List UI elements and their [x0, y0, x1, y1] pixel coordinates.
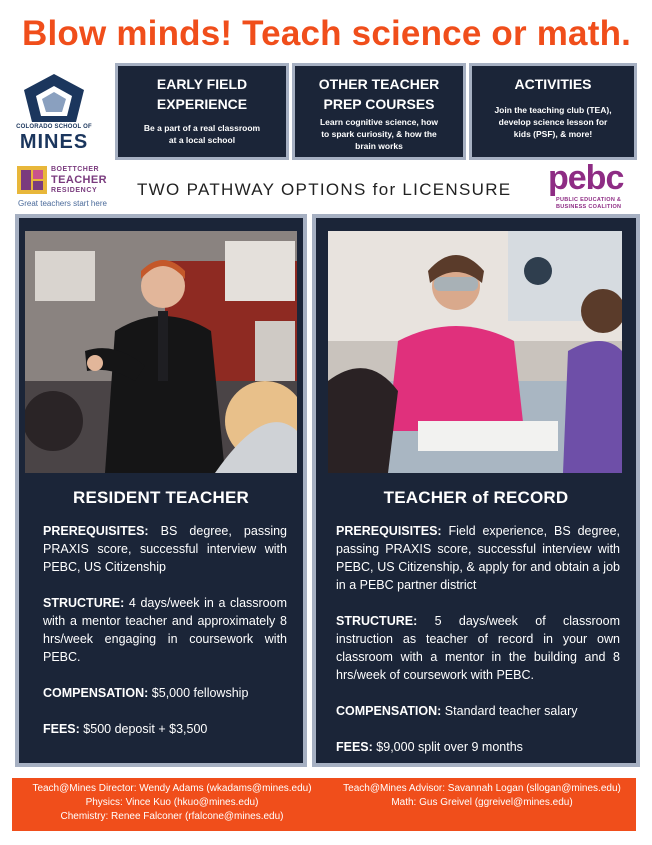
box-heading-line: PREP COURSES	[323, 96, 435, 112]
pebc-subtitle-line: BUSINESS COALITION	[556, 204, 622, 210]
boettcher-line-3: RESIDENCY	[51, 187, 98, 194]
box-heading-line: OTHER TEACHER	[318, 76, 440, 92]
fees-label: FEES:	[336, 740, 373, 754]
structure-text: 5 days/week of classroom instruction as teacher of record in your own classroom with a mentor in the building and 8 hrs/week of coursework with PEBC.	[336, 614, 620, 682]
compensation-label: COMPENSATION:	[43, 686, 149, 700]
box-heading-line: ACTIVITIES	[514, 76, 592, 92]
mines-logo	[14, 70, 104, 160]
box-description-line: Be a part of a real classroom	[143, 123, 261, 133]
box-heading-line: EXPERIENCE	[156, 96, 248, 112]
box-description-line: kids (PSF), & more!	[513, 129, 593, 139]
structure-label: STRUCTURE:	[336, 614, 418, 628]
structure-label: STRUCTURE:	[43, 596, 125, 610]
classroom-teacher-photo	[25, 231, 297, 473]
contact-chemistry: Chemistry: Renee Falconer (rfalcone@mines.edu)	[60, 811, 284, 822]
boettcher-mark-icon	[17, 166, 47, 194]
compensation-label: COMPENSATION:	[336, 704, 442, 718]
box-description-line: Learn cognitive science, how	[319, 117, 439, 127]
headline: Blow minds! Teach science or math.	[22, 14, 632, 53]
fees-text: $500 deposit + $3,500	[79, 722, 208, 736]
resident-teacher-panel	[15, 214, 307, 767]
compensation-text: $5,000 fellowship	[148, 686, 249, 700]
boettcher-logo	[15, 163, 127, 211]
mines-logo-subtitle: COLORADO SCHOOL OF	[16, 124, 92, 130]
fees-paragraph	[43, 720, 287, 738]
prerequisites-paragraph	[43, 522, 287, 576]
contact-director: Teach@Mines Director: Wendy Adams (wkadams@mines.edu)	[32, 783, 312, 794]
prerequisites-text: BS degree, passing PRAXIS score, successful interview with PEBC, US Citizenship	[43, 524, 287, 574]
mines-triangle-icon	[14, 70, 94, 126]
mines-logo-wordmark: MINES	[19, 131, 89, 153]
teacher-of-record-panel	[312, 214, 640, 767]
box-description-line: Join the teaching club (TEA),	[494, 105, 612, 115]
boettcher-line-2: TEACHER	[51, 174, 107, 186]
box-description-line: to spark curiosity, & how the	[321, 129, 437, 139]
boettcher-tagline: Great teachers start here	[18, 199, 107, 208]
box-description-line: at a local school	[168, 135, 236, 145]
other-teacher-prep-box	[292, 63, 466, 160]
contact-physics: Physics: Vince Kuo (hkuo@mines.edu)	[85, 797, 259, 808]
box-heading-line: EARLY FIELD	[156, 76, 248, 92]
pathway-title: TWO PATHWAY OPTIONS for LICENSURE	[137, 180, 512, 199]
fees-paragraph	[336, 738, 620, 756]
prerequisites-label: PREREQUISITES:	[43, 524, 149, 538]
structure-paragraph	[43, 594, 287, 666]
pebc-subtitle-line: PUBLIC EDUCATION &	[556, 197, 622, 203]
contact-footer	[12, 778, 636, 831]
prerequisites-paragraph	[336, 522, 620, 594]
structure-paragraph	[336, 612, 620, 684]
contact-math: Math: Gus Greivel (ggreivel@mines.edu)	[391, 797, 573, 808]
pebc-wordmark: pebc	[548, 159, 624, 197]
student-lab-photo	[328, 231, 622, 473]
boettcher-line-1: BOETTCHER	[51, 166, 100, 173]
prerequisites-label: PREREQUISITES:	[336, 524, 442, 538]
resident-teacher-title: RESIDENT TEACHER	[72, 488, 250, 507]
activities-box	[469, 63, 637, 160]
compensation-paragraph	[336, 702, 620, 720]
early-field-experience-box	[115, 63, 289, 160]
box-description-line: develop science lesson for	[498, 117, 608, 127]
pebc-logo	[548, 159, 640, 213]
compensation-paragraph	[43, 684, 287, 702]
prerequisites-text: Field experience, BS degree, passing PRAXIS score, successful interview with PEBC, US Citizenship, & apply for and obtain a job in a PEBC partner district	[336, 524, 620, 592]
contact-advisor: Teach@Mines Advisor: Savannah Logan (sllogan@mines.edu)	[343, 783, 621, 794]
fees-text: $9,000 split over 9 months	[372, 740, 523, 754]
compensation-text: Standard teacher salary	[441, 704, 578, 718]
box-description-line: brain works	[355, 141, 403, 151]
fees-label: FEES:	[43, 722, 80, 736]
structure-text: 4 days/week in a classroom with a mentor teacher and approximately 8 hrs/week engaging in coursework with PEBC.	[43, 596, 287, 664]
teacher-of-record-title: TEACHER of RECORD	[383, 488, 569, 507]
